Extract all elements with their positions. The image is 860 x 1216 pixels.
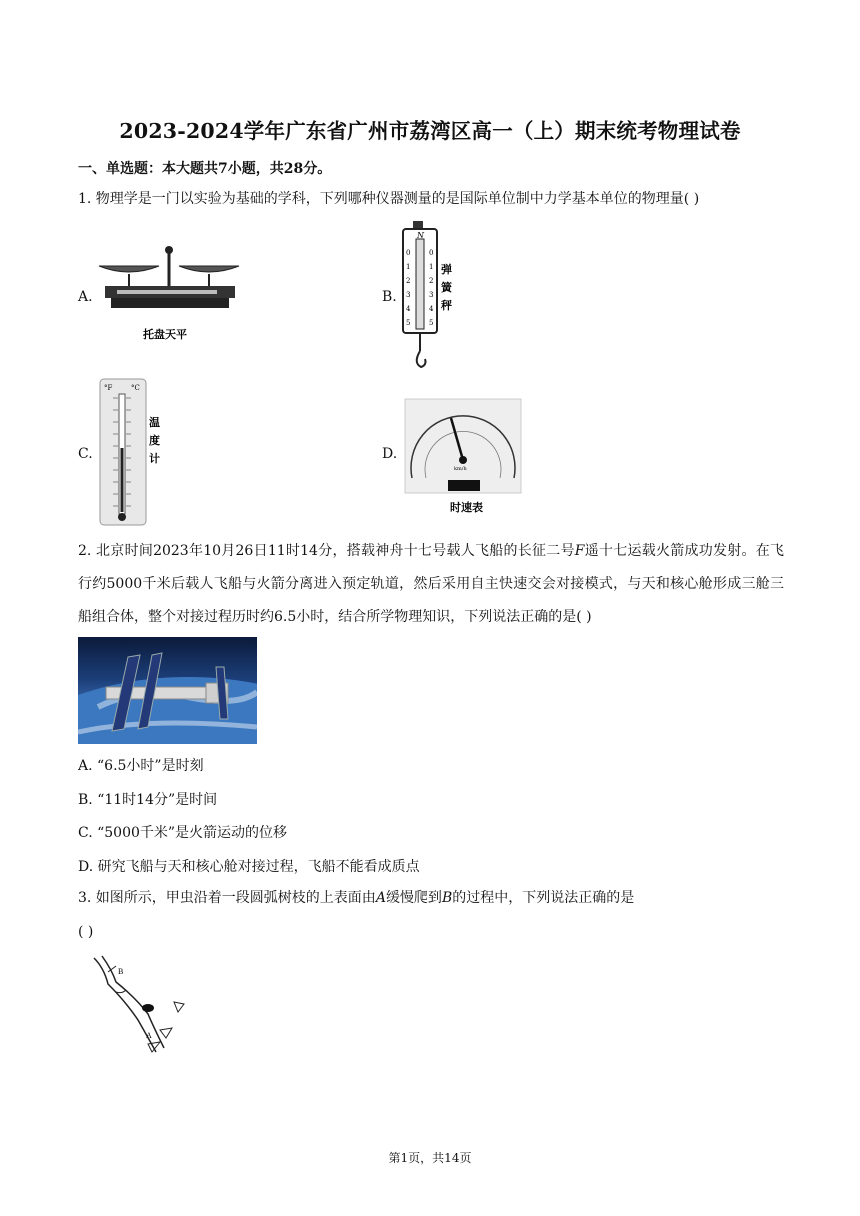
q1-option-a-caption: 托盘天平 bbox=[143, 328, 187, 341]
spring-caption-1: 弹 bbox=[441, 263, 452, 276]
question-2-stem bbox=[78, 535, 784, 634]
q3-point-b: B bbox=[441, 890, 453, 906]
q2-option-d: D. 研究飞船与天和核心舱对接过程，飞船不能看成质点 bbox=[78, 859, 420, 875]
q3-answer-bracket: ( ) bbox=[78, 924, 94, 940]
q3-stem-part: 缓慢爬到 bbox=[385, 890, 442, 906]
spring-unit-label: N bbox=[417, 231, 424, 240]
branch-label-b: B bbox=[118, 967, 124, 976]
thermo-caption-3: 计 bbox=[149, 452, 160, 465]
q2-option-a: A. “6.5小时”是时刻 bbox=[78, 758, 204, 774]
q2-stem-part: 2. 北京时间2023年10月26日11时14分，搭载神舟十七号载人飞船的长征二号 bbox=[78, 543, 575, 559]
q2-variable: F bbox=[574, 543, 585, 559]
q1-option-d-letter: D. bbox=[382, 446, 398, 462]
spring-tick: 5 bbox=[406, 319, 411, 327]
speedometer-figure bbox=[404, 398, 524, 522]
balance-figure bbox=[95, 244, 245, 348]
space-station-image bbox=[78, 637, 257, 744]
spring-tick: 5 bbox=[429, 319, 434, 327]
q1-option-d-caption: 时速表 bbox=[450, 501, 483, 514]
spring-tick: 0 bbox=[406, 249, 411, 257]
branch-beetle-figure bbox=[86, 952, 196, 1061]
thermo-caption-2: 度 bbox=[149, 434, 160, 447]
section-heading: 一、单选题：本大题共7小题，共28分。 bbox=[78, 161, 332, 177]
q3-stem-part: 3. 如图所示，甲虫沿着一段圆弧树枝的上表面由 bbox=[78, 890, 376, 906]
q3-point-a: A bbox=[375, 890, 386, 906]
spring-caption-2: 簧 bbox=[441, 281, 452, 294]
page-title: 2023-2024学年广东省广州市荔湾区高一（上）期末统考物理试卷 bbox=[119, 119, 741, 143]
page-footer: 第1页，共14页 bbox=[388, 1151, 472, 1165]
thermo-f-label: °F bbox=[104, 384, 113, 392]
branch-label-a: A bbox=[146, 1031, 152, 1040]
spring-tick: 4 bbox=[429, 305, 434, 313]
question-3-stem bbox=[78, 882, 634, 915]
spring-tick: 3 bbox=[429, 291, 434, 299]
question-1-stem: 1. 物理学是一门以实验为基础的学科，下列哪种仪器测量的是国际单位制中力学基本单位的物理量( ) bbox=[78, 191, 700, 207]
spring-tick: 0 bbox=[429, 249, 434, 257]
spring-tick: 2 bbox=[429, 277, 434, 285]
spring-tick: 2 bbox=[406, 277, 411, 285]
spring-tick: 4 bbox=[406, 305, 411, 313]
q1-option-a-letter: A. bbox=[78, 289, 93, 305]
spring-tick: 3 bbox=[406, 291, 411, 299]
thermo-caption-1: 温 bbox=[149, 416, 160, 429]
thermometer-figure bbox=[99, 378, 169, 532]
spring-caption-3: 秤 bbox=[441, 299, 452, 312]
q1-option-b-letter: B. bbox=[382, 289, 397, 305]
q1-option-c-letter: C. bbox=[78, 446, 93, 462]
q2-stem-part: 遥十七运载火箭成功发射。在飞行约5000千米后载人飞船与火箭分离进入预定轨道，然后采用自主快速交会对接模式，与天和核心舱形成三舱三船组合体，整个对接过程历时约6.5小时，结合所学物理知识，下列说法正确的是( ) bbox=[78, 543, 784, 625]
q2-option-b: B. “11时14分”是时间 bbox=[78, 792, 218, 808]
spring-tick: 1 bbox=[406, 263, 411, 271]
q3-stem-part: 的过程中，下列说法正确的是 bbox=[452, 890, 635, 906]
spring-tick: 1 bbox=[429, 263, 434, 271]
thermo-c-label: °C bbox=[131, 384, 140, 392]
spring-scale-figure bbox=[397, 219, 467, 375]
speedo-unit: km/h bbox=[454, 466, 467, 472]
q2-option-c: C. “5000千米”是火箭运动的位移 bbox=[78, 825, 288, 841]
